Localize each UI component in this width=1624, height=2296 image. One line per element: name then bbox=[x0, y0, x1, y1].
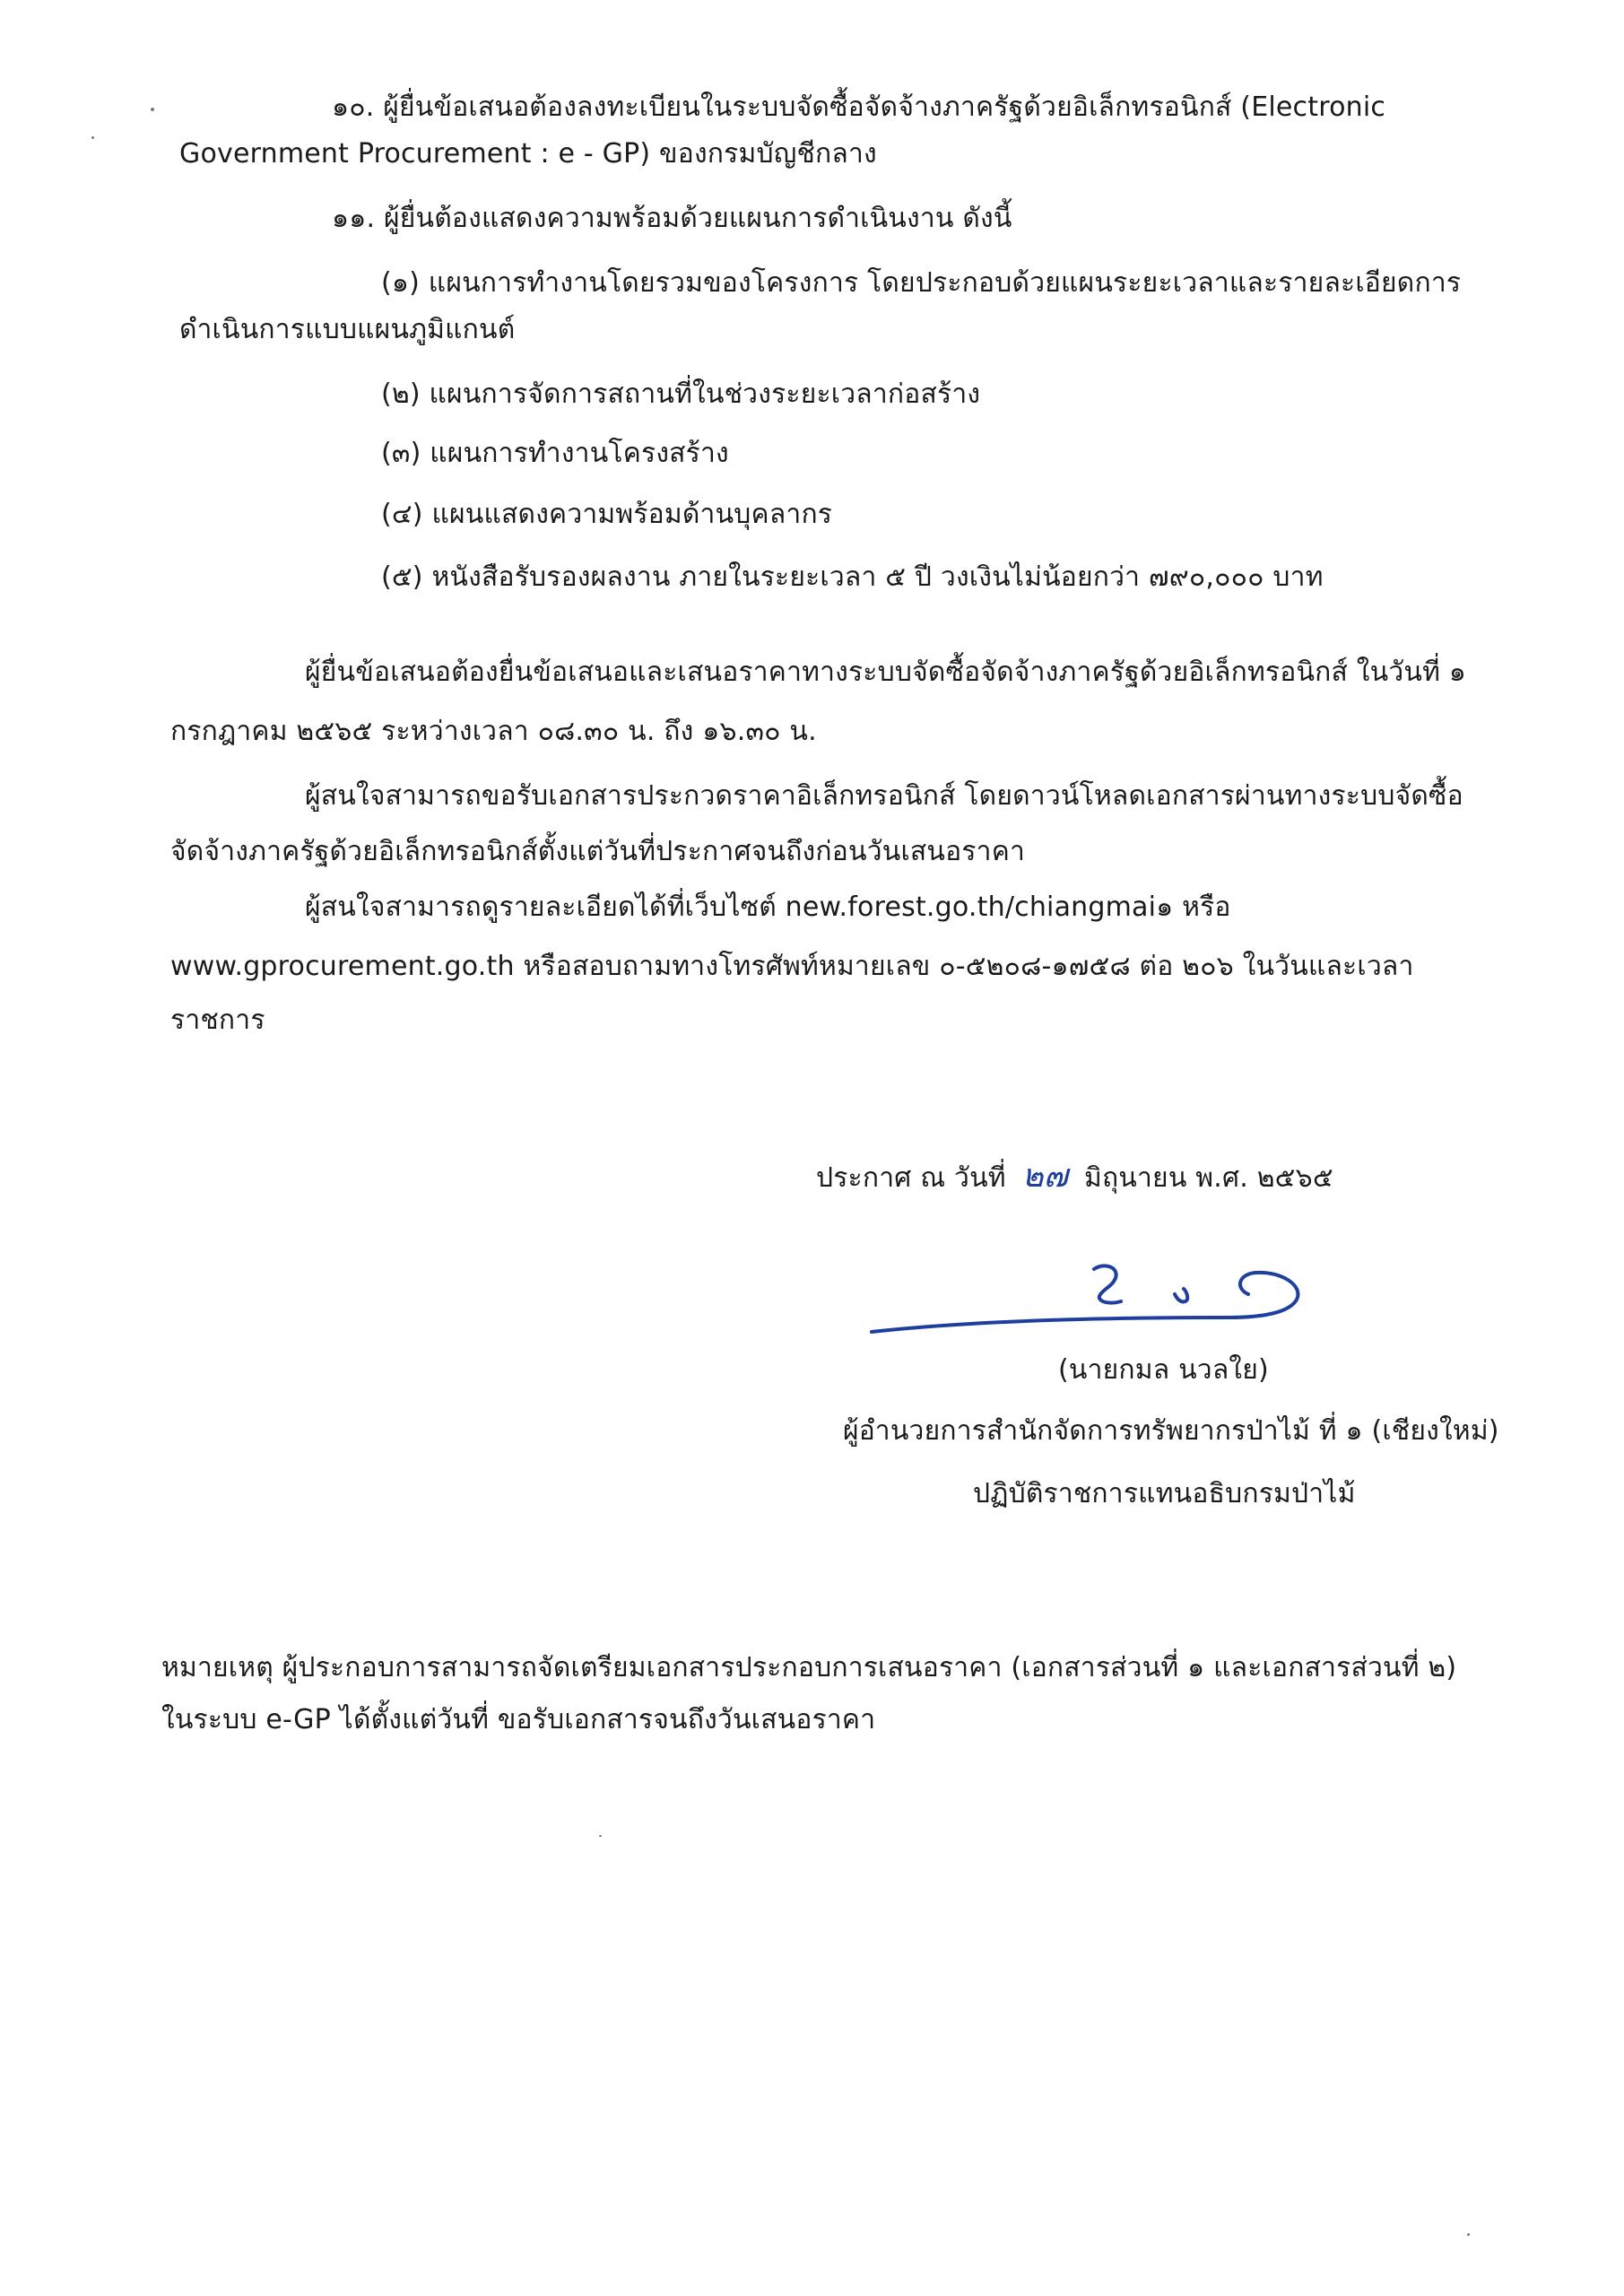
item-10-line-2: Government Procurement : e - GP) ของกรมบัญชีกลาง bbox=[179, 138, 877, 170]
scan-speck bbox=[599, 1835, 602, 1837]
item-11-sub-4: (๔) แผนแสดงความพร้อมด้านบุคลากร bbox=[381, 499, 833, 530]
download-line-2: จัดจ้างภาครัฐด้วยอิเล็กทรอนิกส์ตั้งแต่วันที่ประกาศจนถึงก่อนวันเสนอราคา bbox=[170, 836, 1026, 867]
announcement-day-handwritten: ๒๗ bbox=[1021, 1158, 1068, 1195]
item-10-line-1: ๑๐. ผู้ยื่นข้อเสนอต้องลงทะเบียนในระบบจัดซื้อจัดจ้างภาครัฐด้วยอิเล็กทรอนิกส์ (Electronic bbox=[332, 91, 1386, 123]
announcement-suffix: มิถุนายน พ.ศ. ๒๕๖๕ bbox=[1083, 1162, 1333, 1194]
scan-speck bbox=[91, 136, 94, 139]
submission-line-2: กรกฎาคม ๒๕๖๕ ระหว่างเวลา ๐๘.๓๐ น. ถึง ๑๖.๓๐ น. bbox=[170, 716, 817, 747]
handwritten-signature bbox=[861, 1242, 1327, 1359]
announcement-date bbox=[816, 1157, 1333, 1198]
item-11-sub-3: (๓) แผนการทำงานโครงสร้าง bbox=[381, 438, 729, 469]
item-11-sub-1-line-2: ดำเนินการแบบแผนภูมิแกนต์ bbox=[179, 314, 516, 345]
item-11-sub-5: (๕) หนังสือรับรองผลงาน ภายในระยะเวลา ๕ ปี วงเงินไม่น้อยกว่า ๗๙๐,๐๐๐ บาท bbox=[381, 561, 1324, 593]
download-line-1: ผู้สนใจสามารถขอรับเอกสารประกวดราคาอิเล็กทรอนิกส์ โดยดาวน์โหลดเอกสารผ่านทางระบบจัดซื้อ bbox=[305, 780, 1463, 812]
note-line-1: หมายเหตุ ผู้ประกอบการสามารถจัดเตรียมเอกสารประกอบการเสนอราคา (เอกสารส่วนที่ ๑ และเอกสารส่วนที่ ๒) bbox=[161, 1652, 1457, 1683]
signer-title-2: ปฏิบัติราชการแทนอธิบกรมป่าไม้ bbox=[973, 1478, 1356, 1509]
contact-line-1: ผู้สนใจสามารถดูรายละเอียดได้ที่เว็บไซต์ new.forest.go.th/chiangmai๑ หรือ bbox=[305, 891, 1231, 923]
note-line-2: ในระบบ e-GP ได้ตั้งแต่วันที่ ขอรับเอกสารจนถึงวันเสนอราคา bbox=[161, 1704, 876, 1735]
item-11-sub-1-line-1: (๑) แผนการทำงานโดยรวมของโครงการ โดยประกอบด้วยแผนระยะเวลาและรายละเอียดการ bbox=[381, 267, 1462, 299]
item-11-sub-2: (๒) แผนการจัดการสถานที่ในช่วงระยะเวลาก่อสร้าง bbox=[381, 378, 981, 410]
signer-name: (นายกมล นวลใย) bbox=[1058, 1354, 1269, 1386]
announcement-prefix: ประกาศ ณ วันที่ bbox=[816, 1162, 1006, 1194]
submission-line-1: ผู้ยื่นข้อเสนอต้องยื่นข้อเสนอและเสนอราคาทางระบบจัดซื้อจัดจ้างภาครัฐด้วยอิเล็กทรอนิกส์ ในวันที่ ๑ bbox=[305, 657, 1467, 688]
contact-line-3: ราชการ bbox=[170, 1004, 265, 1036]
scan-speck bbox=[151, 108, 154, 111]
signer-title-1: ผู้อำนวยการสำนักจัดการทรัพยากรป่าไม้ ที่ ๑ (เชียงใหม่) bbox=[843, 1415, 1499, 1447]
item-11-heading: ๑๑. ผู้ยื่นต้องแสดงความพร้อมด้วยแผนการดำเนินงาน ดังนี้ bbox=[332, 203, 1012, 234]
scan-speck bbox=[1467, 2233, 1470, 2236]
contact-line-2: www.gprocurement.go.th หรือสอบถามทางโทรศัพท์หมายเลข ๐-๕๒๐๘-๑๗๕๘ ต่อ ๒๐๖ ในวันและเวลา bbox=[170, 951, 1414, 982]
